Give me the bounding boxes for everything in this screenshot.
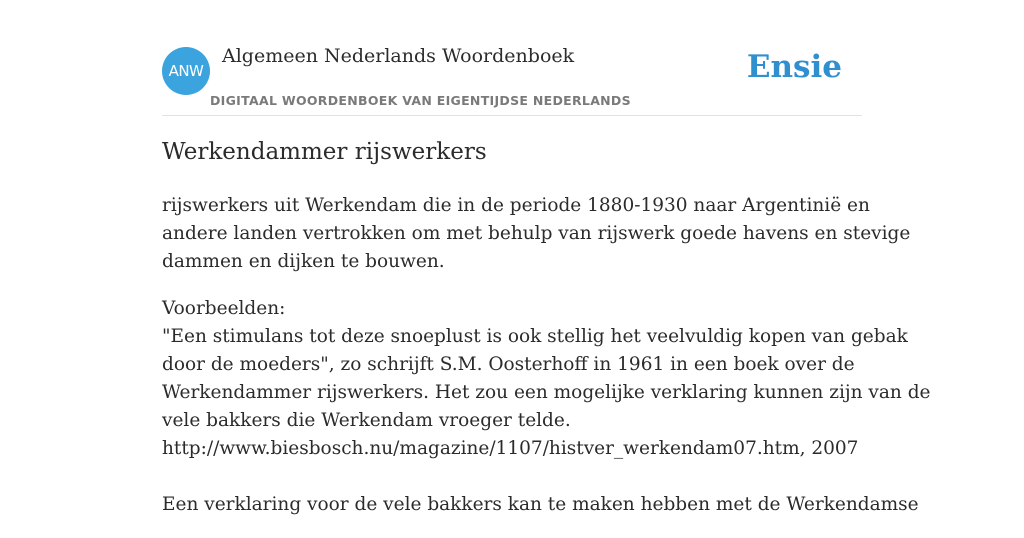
entry-content	[162, 192, 931, 538]
example-line: "Een stimulans tot deze snoeplust is ook stellig het veelvuldig kopen van gebak	[162, 326, 908, 347]
example-line: door de moeders", zo schrijft S.M. Oosterhoff in 1961 in een boek over de	[162, 354, 855, 375]
examples-label: Voorbeelden:	[162, 298, 286, 319]
anw-logo[interactable]: ANW	[162, 47, 210, 95]
blank-line	[162, 463, 862, 491]
site-subtitle: DIGITAAL WOORDENBOEK VAN EIGENTIJDSE NEDERLANDS	[210, 93, 631, 108]
example-line: Een verklaring voor de vele bakkers kan te maken hebben met de Werkendamse	[162, 494, 919, 515]
header-divider	[162, 115, 862, 116]
site-title[interactable]: Algemeen Nederlands Woordenboek	[222, 45, 575, 67]
entry-examples	[162, 295, 931, 519]
example-source: http://www.biesbosch.nu/magazine/1107/histver_werkendam07.htm, 2007	[162, 438, 859, 459]
definition-line: dammen en dijken te bouwen.	[162, 251, 445, 272]
definition-line: rijswerkers uit Werkendam die in de periode 1880-1930 naar Argentinië en	[162, 195, 870, 216]
entry-definition	[162, 192, 911, 276]
entry-headword: Werkendammer rijswerkers	[162, 139, 487, 165]
ensie-brand-link[interactable]: Ensie	[746, 49, 842, 85]
example-line: vele bakkers die Werkendam vroeger telde.	[162, 410, 571, 431]
example-line: Werkendammer rijswerkers. Het zou een mogelijke verklaring kunnen zijn van de	[162, 382, 931, 403]
definition-line: andere landen vertrokken om met behulp van rijswerk goede havens en stevige	[162, 223, 911, 244]
